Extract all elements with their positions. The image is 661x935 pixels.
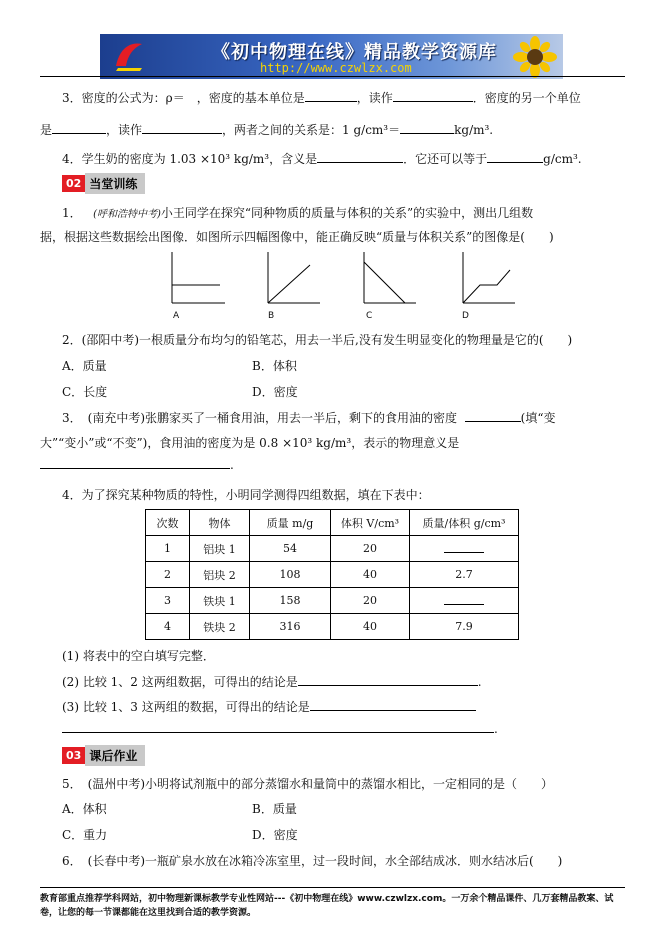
table-row [146,562,519,588]
section-02-header [62,173,145,193]
p2-option-a[interactable]: A．质量 [62,359,107,373]
graph-c[interactable] [364,252,416,303]
header-banner [100,34,563,79]
graph-b[interactable] [268,252,320,303]
p2-option-b[interactable]: B．体积 [252,359,297,373]
q4-blank-gcm3[interactable] [487,152,543,163]
p2-option-d[interactable]: D．密度 [252,385,298,399]
table-row [146,614,519,640]
p5-option-c[interactable]: C．重力 [62,828,108,842]
p4-blank-conclusion2-cont[interactable] [62,722,494,733]
graph-label-a: A [173,311,180,321]
p4-sub2: (2) 比较 1、2 这两组数据，可得出的结论是 . [62,675,482,689]
table-header-cell: 物体 [190,510,250,536]
banner-url[interactable]: http://www.czwlzx.com [260,61,412,75]
sunflower-icon [513,36,557,78]
table-row [146,536,519,562]
p5-option-b[interactable]: B．质量 [252,802,297,816]
p5-stem: 5． (温州中考)小明将试剂瓶中的部分蒸馏水和量筒中的蒸馏水相比，一定相同的是（ ） [62,777,554,791]
p4-stem: 4．为了探究某种物质的特性，小明同学测得四组数据，填在下表中： [62,488,430,502]
p4-blank-conclusion1[interactable] [298,675,478,686]
table-header-row [146,510,519,536]
graph-label-c: C [366,311,373,321]
p4-sub1: (1) 将表中的空白填写完整． [62,649,215,663]
p2-stem: 2．(邵阳中考)一根质量分布均匀的铅笔芯，用去一半后,没有发生明显变化的物理量是它的( ) [62,333,573,347]
p4-sub3-cont: . [62,722,498,736]
answer-blank[interactable] [444,542,484,553]
q3-line1: 3．密度的公式为：ρ＝ ，密度的基本单位是 ，读作 ．密度的另一个单位 [62,91,581,105]
table-cell: 40 [331,562,410,588]
table-cell-blank[interactable] [410,588,519,614]
table-cell: 2.7 [410,562,519,588]
p5-option-a[interactable]: A．体积 [62,802,107,816]
section-title: 当堂训练 [85,173,145,194]
table-cell: 铝块 2 [190,562,250,588]
table-header-cell: 质量 m/g [250,510,331,536]
footer-text: 教育部重点推荐学科网站，初中物理新课标教学专业性网站---《初中物理在线》www.czwlzx.com。一万余个精品课件、几万套精品教案、试卷，让您的每一节课都能在这里找到合适的教学资源。 [40,894,614,918]
table-cell: 铁块 2 [190,614,250,640]
table-cell: 54 [250,536,331,562]
table-cell: 108 [250,562,331,588]
p3-blank-density[interactable] [465,411,521,422]
p1-line1: 1． (呼和浩特中考)小王同学在探究“同种物质的质量与体积的关系”的实验中，测出几组数 [62,206,534,220]
table-cell-blank[interactable] [410,536,519,562]
section-title: 课后作业 [85,745,145,766]
q3-blank-read2[interactable] [142,123,222,134]
p5-option-d[interactable]: D．密度 [252,828,298,842]
table-cell: 铁块 1 [190,588,250,614]
p3-line3: . [40,458,234,472]
table-cell: 2 [146,562,190,588]
table-cell: 158 [250,588,331,614]
table-header-cell: 次数 [146,510,190,536]
table-cell: 20 [331,588,410,614]
q4-blank-meaning[interactable] [317,152,403,163]
p3-blank-meaning[interactable] [40,458,230,469]
p1-graphs [160,250,530,325]
table-row [146,588,519,614]
q3-blank-unit2[interactable] [52,123,106,134]
p2-option-c[interactable]: C．长度 [62,385,108,399]
table-cell: 7.9 [410,614,519,640]
q4-line: 4．学生奶的密度为 1.03 ×10³ kg/m³，含义是 ．它还可以等于 g/cm³. [62,152,582,166]
table-cell: 铝块 1 [190,536,250,562]
p6-stem: 6． (长春中考)一瓶矿泉水放在冰箱冷冻室里，过一段时间，水全部结成冰．则水结冰后( ) [62,854,563,868]
answer-blank[interactable] [444,594,484,605]
table-cell: 40 [331,614,410,640]
site-logo-icon [112,40,146,72]
section-number: 03 [62,747,85,764]
section-number: 02 [62,175,85,192]
table-cell: 316 [250,614,331,640]
table-cell: 20 [331,536,410,562]
q3-blank-unit[interactable] [305,91,357,102]
p3-line1: 3． (南充中考)张鹏家买了一桶食用油，用去一半后，剩下的食用油的密度 (填“变 [62,411,556,425]
table-cell: 4 [146,614,190,640]
q3-line2: 是 ，读作 ，两者之间的关系是：1 g/cm³＝ kg/m³. [40,123,494,137]
graph-a[interactable] [172,252,225,303]
section-03-header [62,745,145,765]
footer-rule [40,887,625,888]
table-cell: 3 [146,588,190,614]
header-rule [40,76,625,77]
table-cell: 1 [146,536,190,562]
data-table [145,509,519,640]
table-header-cell: 质量/体积 g/cm³ [410,510,519,536]
q3-blank-relation[interactable] [400,123,454,134]
q3-blank-read[interactable] [393,91,473,102]
p4-sub3: (3) 比较 1、3 这两组的数据，可得出的结论是 [62,698,476,715]
table-header-cell: 体积 V/cm³ [331,510,410,536]
p1-line2: 据，根据这些数据绘出图像．如图所示四幅图像中，能正确反映“质量与体积关系”的图像是( ) [40,230,554,244]
graph-label-d: D [462,311,469,321]
graph-label-b: B [268,311,275,321]
p3-line2: 大”“变小”或“不变”)，食用油的密度为是 0.8 ×10³ kg/m³，表示的物理意义是 [40,436,460,450]
banner-title: 《初中物理在线》精品教学资源库 [212,42,497,63]
p4-blank-conclusion2[interactable] [310,700,476,711]
graph-d[interactable] [463,252,515,303]
